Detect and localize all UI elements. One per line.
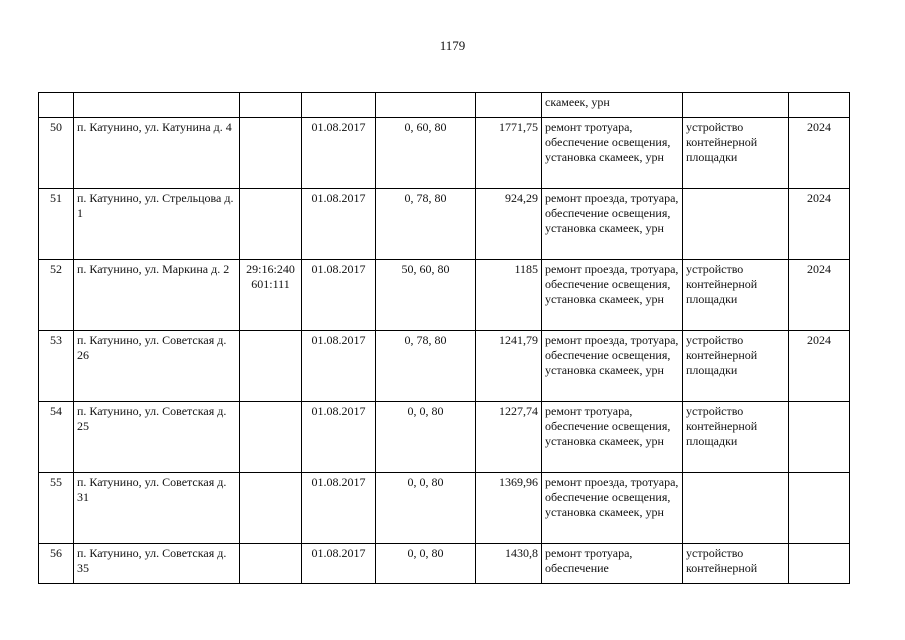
table-row [39, 544, 850, 584]
table-row [39, 189, 850, 260]
cell-date [302, 93, 376, 118]
cell-area: 1227,74 [476, 402, 542, 473]
cell-works-extra [683, 93, 789, 118]
cell-works-main: ремонт проезда, тротуара, обеспечение освещения, установка скамеек, урн [542, 189, 683, 260]
cell-area: 1369,96 [476, 473, 542, 544]
cell-num: 51 [39, 189, 74, 260]
table-row [39, 402, 850, 473]
table-row [39, 118, 850, 189]
cell-address: п. Катунино, ул. Стрельцова д. 1 [74, 189, 240, 260]
cell-year: 2024 [789, 260, 850, 331]
cell-num: 50 [39, 118, 74, 189]
cell-condition: 0, 78, 80 [376, 331, 476, 402]
cell-works-extra: устройство контейнерной площадки [683, 118, 789, 189]
cell-address: п. Катунино, ул. Советская д. 26 [74, 331, 240, 402]
cell-date: 01.08.2017 [302, 189, 376, 260]
cell-cadastral: 29:16:240 601:111 [240, 260, 302, 331]
cell-year: 2024 [789, 189, 850, 260]
table-row [39, 331, 850, 402]
territory-registry-table [38, 92, 850, 584]
cell-address [74, 93, 240, 118]
cell-address: п. Катунино, ул. Советская д. 25 [74, 402, 240, 473]
cell-area: 924,29 [476, 189, 542, 260]
cell-num: 53 [39, 331, 74, 402]
cell-cadastral [240, 118, 302, 189]
cell-date: 01.08.2017 [302, 118, 376, 189]
cell-year: 2024 [789, 331, 850, 402]
cell-year [789, 93, 850, 118]
cell-area: 1185 [476, 260, 542, 331]
cell-condition: 0, 0, 80 [376, 544, 476, 584]
cell-address: п. Катунино, ул. Катунина д. 4 [74, 118, 240, 189]
cell-num: 52 [39, 260, 74, 331]
cell-works-extra [683, 189, 789, 260]
cell-condition: 50, 60, 80 [376, 260, 476, 331]
table-body [39, 93, 850, 584]
cell-works-extra: устройство контейнерной [683, 544, 789, 584]
cell-area: 1771,75 [476, 118, 542, 189]
cell-works-main: ремонт тротуара, обеспечение освещения, установка скамеек, урн [542, 118, 683, 189]
cell-year [789, 544, 850, 584]
cell-cadastral [240, 473, 302, 544]
cell-cadastral [240, 93, 302, 118]
cell-num: 55 [39, 473, 74, 544]
table-row [39, 473, 850, 544]
cell-year [789, 473, 850, 544]
cell-works-main: ремонт тротуара, обеспечение [542, 544, 683, 584]
cell-date: 01.08.2017 [302, 331, 376, 402]
cell-condition [376, 93, 476, 118]
cell-condition: 0, 78, 80 [376, 189, 476, 260]
cell-works-main: скамеек, урн [542, 93, 683, 118]
cell-works-main: ремонт тротуара, обеспечение освещения, установка скамеек, урн [542, 402, 683, 473]
cell-condition: 0, 60, 80 [376, 118, 476, 189]
cell-cadastral [240, 544, 302, 584]
cell-date: 01.08.2017 [302, 544, 376, 584]
page-number: 1179 [439, 38, 466, 53]
cell-num [39, 93, 74, 118]
cell-year [789, 402, 850, 473]
cell-area: 1241,79 [476, 331, 542, 402]
cell-area: 1430,8 [476, 544, 542, 584]
cell-cadastral [240, 402, 302, 473]
cell-works-extra: устройство контейнерной площадки [683, 260, 789, 331]
cell-address: п. Катунино, ул. Маркина д. 2 [74, 260, 240, 331]
cell-num: 54 [39, 402, 74, 473]
cell-works-main: ремонт проезда, тротуара, обеспечение освещения, установка скамеек, урн [542, 473, 683, 544]
cell-area [476, 93, 542, 118]
cell-condition: 0, 0, 80 [376, 402, 476, 473]
cell-date: 01.08.2017 [302, 260, 376, 331]
cell-cadastral [240, 189, 302, 260]
cell-works-extra [683, 473, 789, 544]
table-row [39, 260, 850, 331]
cell-condition: 0, 0, 80 [376, 473, 476, 544]
cell-cadastral [240, 331, 302, 402]
cell-works-main: ремонт проезда, тротуара, обеспечение освещения, установка скамеек, урн [542, 260, 683, 331]
cell-works-main: ремонт проезда, тротуара, обеспечение освещения, установка скамеек, урн [542, 331, 683, 402]
cell-num: 56 [39, 544, 74, 584]
cell-address: п. Катунино, ул. Советская д. 31 [74, 473, 240, 544]
cell-works-extra: устройство контейнерной площадки [683, 331, 789, 402]
cell-date: 01.08.2017 [302, 473, 376, 544]
cell-year: 2024 [789, 118, 850, 189]
cell-works-extra: устройство контейнерной площадки [683, 402, 789, 473]
table-row-continuation [39, 93, 850, 118]
cell-date: 01.08.2017 [302, 402, 376, 473]
cell-address: п. Катунино, ул. Советская д. 35 [74, 544, 240, 584]
